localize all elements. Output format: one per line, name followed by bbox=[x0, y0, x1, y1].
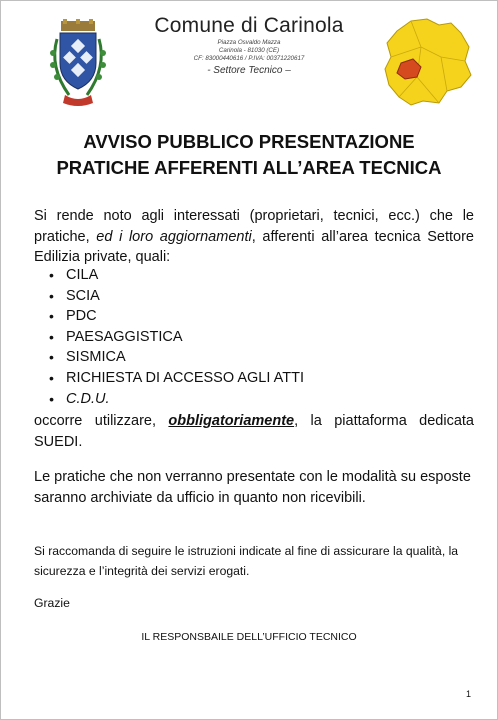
obligation-paragraph bbox=[34, 411, 474, 452]
municipality-name: Comune di Carinola bbox=[154, 14, 344, 37]
list-item: • RICHIESTA DI ACCESSO AGLI ATTI bbox=[34, 368, 304, 389]
fiscal-codes: CF: 83000440616 / P.IVA: 00371220617 bbox=[193, 55, 305, 62]
coat-of-arms-icon bbox=[47, 19, 109, 111]
intro-text-2: , afferenti all’area tecnica Settore Edilizia private, quali: bbox=[34, 228, 474, 265]
intro-text-1: Si rende noto agli interessati (proprietari, tecnici, ecc.) che le pratiche, bbox=[34, 208, 474, 245]
list-item: • CILA bbox=[34, 265, 304, 286]
list-item: • SCIA bbox=[34, 286, 304, 307]
list-item: • SISMICA bbox=[34, 347, 304, 368]
list-item: • C.D.U. bbox=[34, 389, 304, 410]
list-item: • PAESAGGISTICA bbox=[34, 327, 304, 348]
address-city: Carinola - 81030 (CE) bbox=[218, 47, 280, 54]
closing-text: Grazie bbox=[34, 596, 70, 610]
address-street: Piazza Osvaldo Mazza bbox=[217, 39, 281, 46]
territory-map-icon bbox=[381, 17, 473, 107]
obligation-text-1: occorre utilizzare, bbox=[34, 413, 169, 429]
list-item: • PDC bbox=[34, 306, 304, 327]
title-line-1: AVVISO PUBBLICO PRESENTAZIONE bbox=[83, 131, 415, 152]
letterhead-text bbox=[151, 13, 347, 76]
intro-paragraph bbox=[34, 206, 474, 268]
title-line-2: PRATICHE AFFERENTI ALL’AREA TECNICA bbox=[56, 157, 442, 178]
practice-type-list bbox=[34, 265, 304, 409]
obligation-emphasis: obbligatoriamente bbox=[168, 413, 295, 429]
signature-line: IL RESPONSBAILE DELL’UFFICIO TECNICO bbox=[141, 631, 357, 643]
intro-italic: ed i loro aggiornamenti bbox=[96, 228, 252, 245]
warning-paragraph: Le pratiche che non verranno presentate con le modalità su esposte saranno archiviate da ufficio in quanto non ricevibili. bbox=[34, 469, 471, 506]
notice-title bbox=[31, 129, 467, 181]
page-number: 1 bbox=[466, 689, 472, 699]
department-name: - Settore Tecnico – bbox=[207, 65, 291, 76]
recommendation-paragraph: Si raccomanda di seguire le istruzioni indicate al fine di assicurare la qualità, la sicurezza e l’integrità dei servizi erogati. bbox=[34, 544, 459, 578]
obligation-text-2: , la piattaforma dedicata SUEDI. bbox=[34, 413, 474, 450]
letterhead bbox=[1, 1, 497, 121]
